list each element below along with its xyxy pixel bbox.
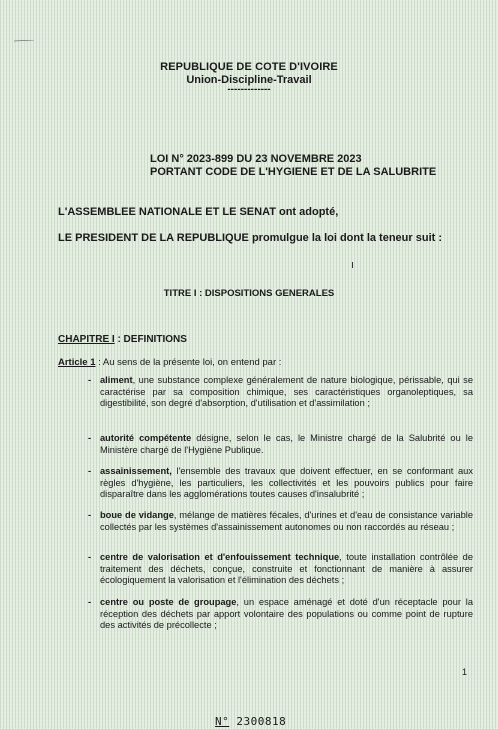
definition-item [88, 552, 473, 587]
law-title-line-2: PORTANT CODE DE L'HYGIENE ET DE LA SALUBRITE [150, 166, 437, 178]
stray-mark [352, 262, 353, 268]
definition-item [88, 597, 474, 632]
preamble-assembly-bold: L'ASSEMBLEE NATIONALE ET LE SENAT [58, 206, 276, 218]
definition-term: centre de valorisation et d'enfouissement technique [100, 552, 340, 562]
bullet-dash: - [88, 552, 92, 562]
header-motto: Union-Discipline-Travail [186, 74, 312, 86]
header-separator: ------------- [227, 84, 271, 95]
bullet-dash: - [88, 466, 92, 476]
chapitre-title: : DEFINITIONS [114, 334, 187, 345]
serial-label: N° [215, 715, 230, 728]
header-country: REPUBLIQUE DE COTE D'IVOIRE [160, 61, 338, 73]
definition-item [88, 375, 473, 410]
article-label: Article 1 [58, 357, 96, 368]
definition-term: boue de vidange [100, 510, 174, 520]
definition-text: désigne, selon le cas, le Ministre chargé de la Salubrité ou le Ministère chargé de l'Hygiène Publique. [100, 433, 473, 455]
definition-term: aliment [100, 375, 133, 385]
definition-text: , un espace aménagé et doté d'un réceptacle pour la réception des déchets par apport volontaire des populations ou comme point de rupture des activités de précollecte ; [100, 597, 474, 631]
preamble-president [58, 232, 442, 244]
law-title-line-1: LOI N° 2023-899 DU 23 NOVEMBRE 2023 [150, 153, 362, 165]
bullet-dash: - [88, 597, 92, 607]
preamble-assembly-rest: ont adopté, [275, 206, 339, 218]
definition-text: , mélange de matières fécales, d'urines et d'eau de consistance variable collectés par les systèmes d'assainissement autonomes ou non raccordés au réseau ; [100, 510, 474, 532]
preamble-assembly [58, 206, 338, 218]
preamble-president-bold: LE PRESIDENT DE LA REPUBLIQUE [58, 232, 249, 244]
article-intro: : Au sens de la présente loi, on entend par : [95, 357, 282, 368]
bullet-dash: - [88, 375, 92, 385]
definition-text: l'ensemble des travaux que doivent effectuer, en se conformant aux règles d'hygiène, les particuliers, les collectivités et les pouvoirs publics pour faire disparaître dans les agglomérations toutes causes d'insalubrité ; [100, 466, 473, 500]
definition-term: assainissement, [100, 466, 172, 476]
article-heading [58, 357, 281, 368]
chapitre-heading [58, 334, 187, 345]
definition-text: , une substance complexe généralement de nature biologique, périssable, qui se caractérise par sa composition chimique, ses caractéristiques organoleptiques, sa digestibilité, son degré d'absorption, d'utilisation et d'assimilation ; [100, 375, 473, 409]
bullet-dash: - [88, 433, 92, 443]
page-number: 1 [462, 667, 468, 677]
definition-item [88, 466, 473, 501]
titre-heading: TITRE I : DISPOSITIONS GENERALES [163, 288, 335, 299]
serial-value: 2300818 [229, 715, 287, 728]
definition-term: centre ou poste de groupage [100, 597, 237, 607]
definition-text: , toute installation contrôlée de traitement des déchets, conçue, construite et fonctionnant de manière à assurer écologiquement la valorisation et l'élimination des déchets ; [100, 552, 473, 586]
definition-term: autorité compétente [100, 433, 192, 443]
definition-item [88, 510, 474, 533]
preamble-president-rest: promulgue la loi dont la teneur suit : [248, 232, 443, 244]
chapitre-label: CHAPITRE I [58, 334, 115, 345]
scratch-mark [14, 40, 34, 42]
bullet-dash: - [88, 510, 92, 520]
serial-number [215, 715, 286, 728]
definition-item [88, 433, 473, 456]
